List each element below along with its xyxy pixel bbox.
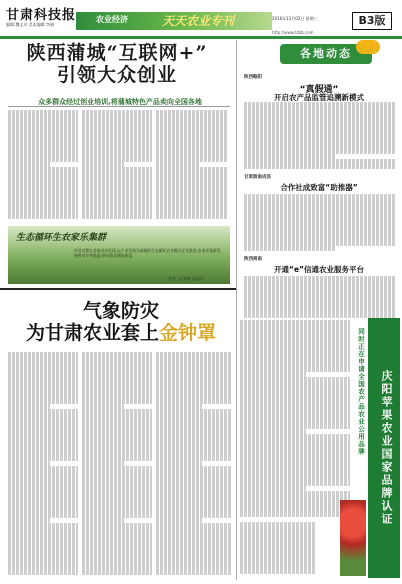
headline-1 [8,42,226,86]
newspaper-logo: 甘肃科技报 [6,8,77,23]
section-divider [0,288,236,290]
item2-title: 合作社成致富“助推器” [280,183,358,192]
apple-article-body [240,320,350,520]
header-decoration [356,40,380,54]
issue-date: 2016年11月02日 星期三 [272,16,318,21]
article-2-body-col1 [8,352,78,578]
masthead-editor-line: 编辑:魏文芳 美术编辑:李娟 [6,22,54,27]
item1-location: 陕西略阳 [244,75,262,80]
article-1-body-col2 [82,110,152,222]
special-column-title: 天天农业专刊 [162,14,235,28]
headline-1-line1: 陕西蒲城“互联网+” [26,42,208,64]
apple-brand-banner [368,318,400,578]
text-line [82,570,152,575]
section-band [76,12,272,30]
text-line [244,246,335,251]
headline-2-line1: 气象防灾 [82,300,159,322]
page-number-box: B3版 [352,12,392,30]
apple-brand-subtitle: 同时正在申请全国农产品农业公用品牌 [357,328,365,456]
ecology-photo-banner [8,226,230,284]
text-line [8,570,78,575]
apple-article-body-end [240,522,316,578]
text-line [8,214,78,219]
section-title: 农业经济 [96,15,128,24]
ecology-banner-title: 生态循环生农家乐集群 [16,233,107,243]
text-line [244,312,396,317]
apple-brand-banner-text: 庆阳苹果农业国家品牌认证 [380,370,393,526]
item3-title: 开通“e”信通农业服务平台 [274,265,364,274]
item1-title: “真假通” [299,85,339,95]
item1-body [244,102,396,172]
headline-1-line2: 引领大众创业 [56,64,177,86]
item1-subtitle: 开启农产品监管追溯新模式 [274,93,364,102]
text-line [156,570,232,575]
headline-2-line2 [6,322,236,344]
regional-news-title: 各地动态 [280,44,372,64]
ecology-banner-text: 作者近期在各地采访发现,以产业发展为基础的生态循环农业模式正在推进,农家乐集群发展带动乡村旅游,带动群众增收致富。 [74,248,221,258]
headline-2-highlight: 金钟罩 [159,322,217,344]
text-line [240,569,316,574]
article-1-body-col3 [156,110,228,222]
item2-location: 甘肃陇南成县 [244,175,271,180]
text-line [82,214,152,219]
ecology-banner-author: 作者 文/李辉 孙国平 [168,276,204,281]
item3-location: 陕西商南 [244,257,262,262]
masthead-divider [0,36,402,39]
subheadline-1: 众多群众经过创业培训,将蒲城特色产品卖向全国各地 [38,98,202,106]
apple-photo [340,500,366,576]
masthead [0,0,402,40]
website-url: http://www.tdzb.com [272,30,314,35]
text-line [244,164,396,169]
regional-news-header [238,42,398,66]
text-line [156,214,228,219]
article-divider [8,106,230,107]
item3-body [244,276,396,318]
headline-2 [6,300,236,344]
article-2-body-col3 [156,352,232,578]
column-divider [236,40,237,580]
item2-body [244,194,396,254]
headline-2-prefix: 为甘肃农业套上 [25,322,159,344]
article-1-body-col1 [8,110,78,222]
article-2-body-col2 [82,352,152,578]
text-line [240,512,350,517]
